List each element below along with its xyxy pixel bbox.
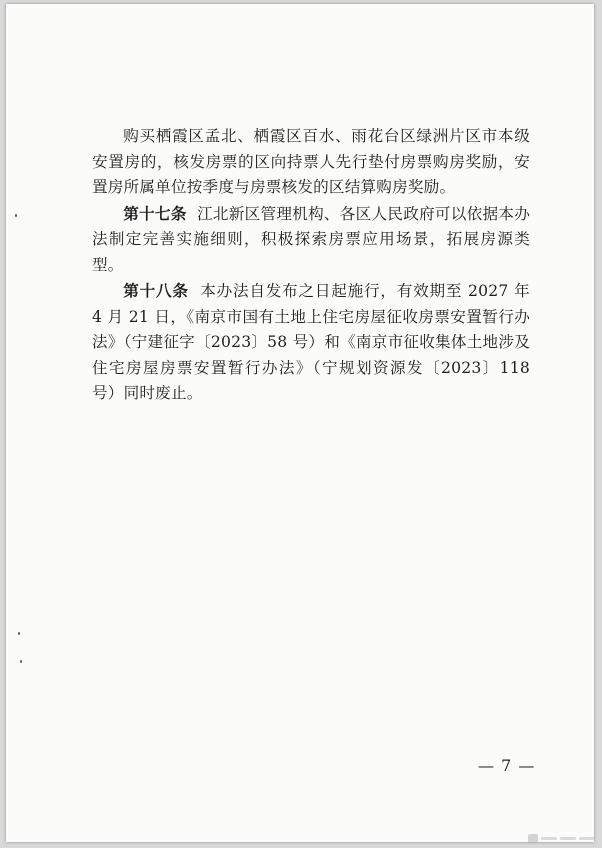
scan-speck [18, 632, 20, 635]
paragraph-article-18 [92, 278, 530, 407]
scan-speck [20, 660, 22, 663]
paragraph-text: 江北新区管理机构、各区人民政府可以依据本办法制定完善实施细则，积极探索房票应用场景，拓展房源类型。 [92, 204, 530, 274]
paragraph-text: 本办法自发布之日起施行，有效期至 2027 年 4 月 21 日，《南京市国有土地上住宅房屋征收房票安置暂行办法》（宁建征字〔2023〕58 号）和《南京市征收集体土地涉及住宅房屋房票安置暂行办法》（宁规划资源发〔2023〕118 号）同时废止。 [92, 282, 530, 402]
scan-speck [15, 214, 17, 217]
article-heading: 第十七条 [123, 203, 187, 223]
article-heading: 第十八条 [123, 281, 189, 300]
page-number: — 7 — [478, 756, 536, 775]
paragraph-text: 购买栖霞区孟北、栖霞区百水、雨花台区绿洲片区市本级安置房的，核发房票的区向持票人先行垫付房票购房奖励，安置房所属单位按季度与房票核发的区结算购房奖励。 [92, 127, 530, 196]
body-text [92, 124, 530, 407]
paragraph-article-17 [92, 201, 530, 279]
watermark-logo [526, 830, 598, 846]
document-page [6, 4, 594, 842]
paragraph-continuation [92, 124, 530, 201]
